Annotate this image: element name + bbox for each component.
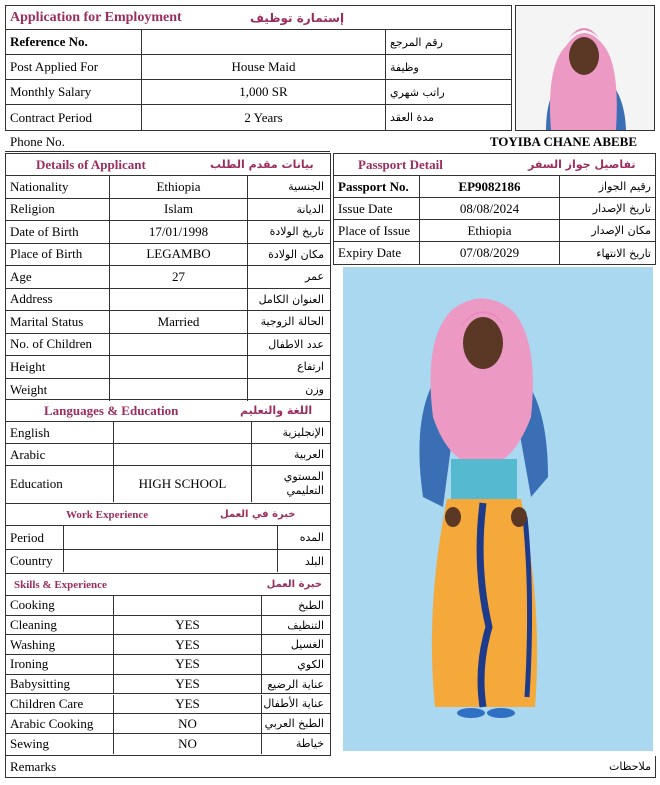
contract-label: Contract Period <box>6 105 142 130</box>
skill-label: Children Care <box>6 695 114 714</box>
applicant-row <box>6 244 330 267</box>
skill-row <box>6 616 330 636</box>
skill-label-ar: التنظيف <box>287 618 324 632</box>
skill-label: Sewing <box>6 734 114 754</box>
languages-title-ar: اللغة والتعليم <box>240 404 313 417</box>
applicant-label: Weight <box>6 379 110 402</box>
contract-label-ar: مدة العقد <box>390 111 434 124</box>
skill-row <box>6 635 330 655</box>
skill-row <box>6 655 330 675</box>
post-row <box>6 55 511 80</box>
post-label-ar: وظيفة <box>390 60 419 74</box>
salary-value: 1,000 SR <box>142 80 386 104</box>
applicant-label-ar: تاريخ الولادة <box>269 225 324 239</box>
phone-label: Phone No. <box>10 134 65 149</box>
applicant-value: LEGAMBO <box>110 244 248 266</box>
education-label-ar-line1: المستوي <box>283 470 324 483</box>
applicant-label-ar: الجنسية <box>288 180 324 194</box>
salary-row <box>6 80 511 105</box>
passport-value: 08/08/2024 <box>420 198 560 219</box>
contract-row <box>6 105 511 130</box>
applicant-label-ar: عمر <box>305 270 324 284</box>
applicant-label-ar: وزن <box>305 383 324 397</box>
top-table <box>5 5 512 131</box>
passport-label: Passport No. <box>334 176 420 197</box>
arabic-value <box>114 444 252 465</box>
applicant-row <box>6 266 330 289</box>
period-label: Period <box>6 526 64 549</box>
skill-row <box>6 695 330 715</box>
applicant-label-ar: عدد الاطفال <box>268 337 324 351</box>
english-label-ar: الإنجليزية <box>282 426 324 439</box>
applicant-label: Height <box>6 356 110 378</box>
skill-label-ar: خياطة <box>295 737 324 751</box>
education-label-ar-line2: التعليمي <box>286 484 324 497</box>
applicant-label: Nationality <box>6 176 110 198</box>
passport-label: Place of Issue <box>334 220 420 241</box>
applicant-row <box>6 334 330 357</box>
skill-value: YES <box>114 695 262 714</box>
applicant-row <box>6 199 330 222</box>
passport-value: Ethiopia <box>420 220 560 241</box>
phone-underline <box>5 151 330 152</box>
skill-label-ar: عناية الرضيع <box>267 677 324 691</box>
applicant-label: Age <box>6 266 110 288</box>
passport-label-ar: تاريخ الانتهاء <box>596 246 651 260</box>
skill-row <box>6 675 330 695</box>
applicant-row <box>6 176 330 199</box>
passport-title-ar: تفاصيل جواز السفر <box>528 158 636 171</box>
education-label-ar <box>252 466 328 502</box>
skill-label: Babysitting <box>6 675 114 694</box>
post-value: House Maid <box>142 55 386 79</box>
work-table <box>5 504 331 574</box>
remarks-label-ar: ملاحظات <box>609 760 651 773</box>
period-label-ar: المده <box>299 531 324 544</box>
skill-label-ar: الطبخ العربي <box>264 717 324 731</box>
skill-label-ar: عناية الأطفال <box>263 697 324 711</box>
work-title-ar: خبرة في العمل <box>220 509 296 520</box>
applicant-label: Address <box>6 289 110 311</box>
skill-label: Cleaning <box>6 616 114 635</box>
skill-label-ar: الكوي <box>297 657 324 671</box>
applicant-title: Details of Applicant <box>36 156 146 172</box>
ref-row <box>6 30 511 55</box>
passport-title: Passport Detail <box>358 156 443 172</box>
post-label: Post Applied For <box>6 55 142 79</box>
skills-title: Skills & Experience <box>14 578 107 591</box>
languages-header <box>6 400 330 422</box>
passport-label-ar: مكان الإصدار <box>591 224 651 237</box>
applicant-row <box>6 311 330 334</box>
applicant-name: TOYIBA CHANE ABEBE <box>489 134 637 149</box>
passport-label-ar: رقيم الجواز <box>598 180 651 193</box>
skill-row <box>6 596 330 616</box>
period-value <box>64 526 278 549</box>
period-row <box>6 526 330 550</box>
passport-header <box>334 154 655 176</box>
skill-value: NO <box>114 714 262 733</box>
ref-label: Reference No. <box>6 30 142 54</box>
applicant-label-ar: مكان الولادة <box>268 247 324 261</box>
arabic-label: Arabic <box>6 444 114 465</box>
applicant-row <box>6 221 330 244</box>
skill-value: YES <box>114 655 262 674</box>
applicant-row <box>6 379 330 402</box>
arabic-label-ar: العربية <box>293 448 324 461</box>
skill-value: NO <box>114 734 262 754</box>
education-label: Education <box>6 466 114 502</box>
ref-value <box>142 30 386 54</box>
passport-value: 07/08/2029 <box>420 242 560 264</box>
country-row <box>6 550 330 572</box>
passport-row <box>334 242 655 264</box>
country-label: Country <box>6 550 64 572</box>
languages-title: Languages & Education <box>44 402 179 418</box>
applicant-value: Islam <box>110 199 248 221</box>
applicant-label: Place of Birth <box>6 244 110 266</box>
applicant-label-ar: العنوان الكامل <box>258 292 324 306</box>
english-value <box>114 422 252 443</box>
skill-label-ar: الطبخ <box>298 598 324 612</box>
applicant-table <box>5 153 331 400</box>
applicant-label-ar: الديانة <box>296 202 324 216</box>
skill-label-ar: الغسيل <box>290 638 324 652</box>
work-header <box>6 504 330 526</box>
applicant-value: 17/01/1998 <box>110 221 248 243</box>
applicant-header <box>6 154 330 176</box>
applicant-photo-small <box>515 5 655 131</box>
skill-value: YES <box>114 635 262 654</box>
applicant-title-ar: بيانات مقدم الطلب <box>210 158 314 171</box>
skill-value: YES <box>114 675 262 694</box>
form-title: Application for Employment <box>10 9 182 25</box>
passport-label: Issue Date <box>334 198 420 219</box>
applicant-value <box>110 334 248 356</box>
applicant-label: Marital Status <box>6 311 110 333</box>
applicant-row <box>6 289 330 312</box>
salary-label: Monthly Salary <box>6 80 142 104</box>
form-title-ar: إستمارة توظيف <box>250 10 345 25</box>
ref-label-ar: رقم المرجع <box>390 35 443 49</box>
education-value: HIGH SCHOOL <box>114 466 252 502</box>
skills-title-ar: خبرة العمل <box>266 579 322 590</box>
person-portrait-icon <box>516 6 654 130</box>
arabic-row <box>6 444 330 466</box>
applicant-row <box>6 356 330 379</box>
applicant-value: 27 <box>110 266 248 288</box>
title-row <box>6 6 511 30</box>
skill-label: Washing <box>6 635 114 654</box>
country-value <box>64 550 278 572</box>
contract-value: 2 Years <box>142 105 386 130</box>
skills-table <box>5 574 331 756</box>
skill-label: Arabic Cooking <box>6 714 114 733</box>
skills-header <box>6 574 330 596</box>
person-fullbody-icon <box>343 267 653 751</box>
skill-row <box>6 734 330 754</box>
applicant-label-ar: الحالة الزوجية <box>260 315 324 329</box>
passport-table <box>333 153 656 265</box>
salary-label-ar: راتب شهري <box>390 85 445 99</box>
applicant-photo-large <box>343 267 653 751</box>
education-row <box>6 466 330 502</box>
english-label: English <box>6 422 114 443</box>
english-row <box>6 422 330 444</box>
applicant-label: Religion <box>6 199 110 221</box>
remarks-row <box>5 756 656 778</box>
work-title: Work Experience <box>66 508 149 521</box>
applicant-label: No. of Children <box>6 334 110 356</box>
remarks-label: Remarks <box>10 758 57 774</box>
passport-row <box>334 220 655 242</box>
applicant-value <box>110 379 248 402</box>
languages-table <box>5 400 331 504</box>
skill-row <box>6 714 330 734</box>
passport-row <box>334 176 655 198</box>
applicant-value <box>110 289 248 311</box>
skill-value <box>114 596 262 615</box>
applicant-label: Date of Birth <box>6 221 110 243</box>
applicant-value: Married <box>110 311 248 333</box>
passport-value: EP9082186 <box>420 176 560 197</box>
passport-label-ar: تاريخ الإصدار <box>592 202 651 215</box>
passport-row <box>334 198 655 220</box>
applicant-label-ar: ارتفاع <box>297 360 324 374</box>
country-label-ar: البلد <box>304 554 324 568</box>
skill-label: Cooking <box>6 596 114 615</box>
skill-value: YES <box>114 616 262 635</box>
applicant-value <box>110 356 248 378</box>
passport-label: Expiry Date <box>334 242 420 264</box>
skill-label: Ironing <box>6 655 114 674</box>
applicant-value: Ethiopia <box>110 176 248 198</box>
